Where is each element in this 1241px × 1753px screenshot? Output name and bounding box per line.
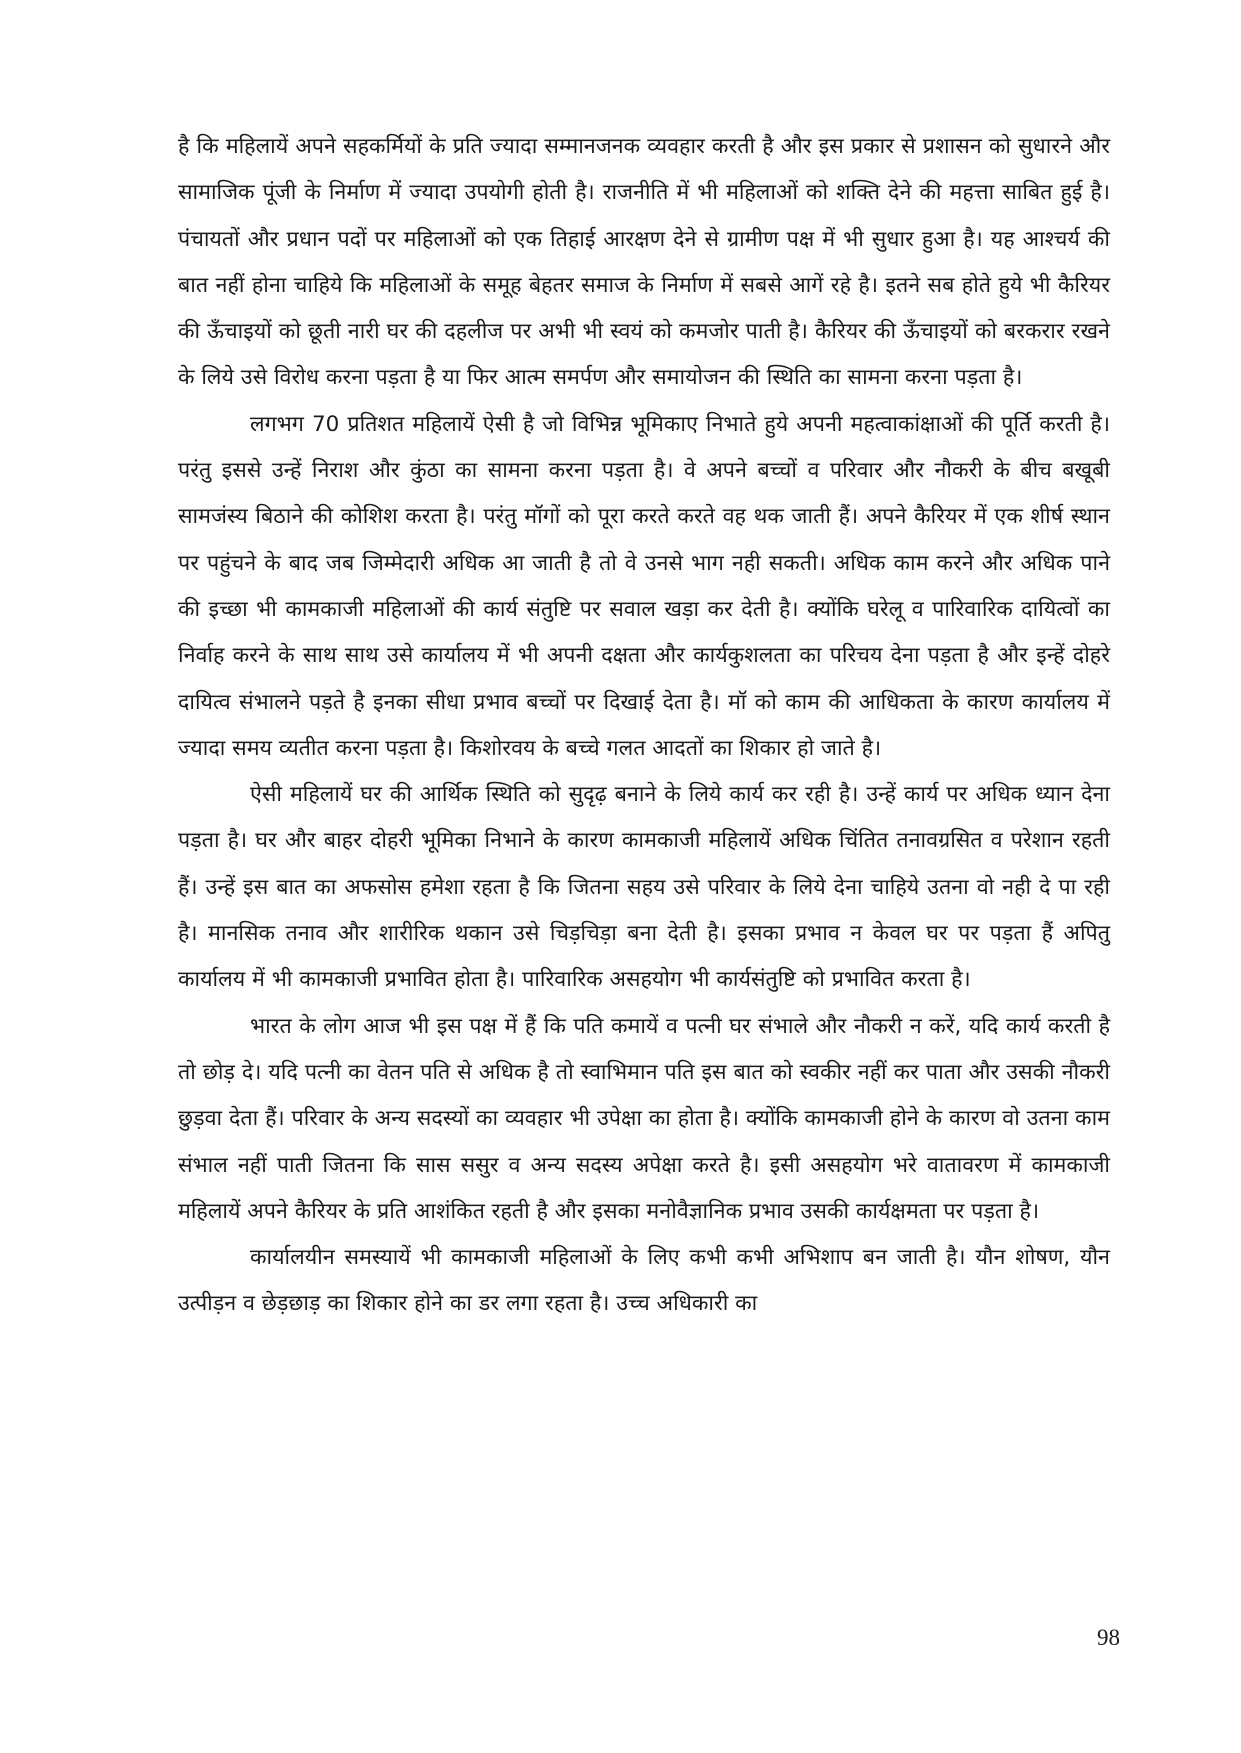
body-text <box>178 124 1110 1328</box>
paragraph-1: है कि महिलायें अपने सहकर्मियों के प्रति ज्यादा सम्मानजनक व्यवहार करती है और इस प्रकार से प्रशासन को सुधारने और सामाजिक पूंजी के निर्माण में ज्यादा उपयोगी होती है। राजनीति में भी महिलाओं को शक्ति देने की महत्ता साबित हुई है। पंचायतों और प्रधान पदों पर महिलाओं को एक तिहाई आरक्षण देने से ग्रामीण पक्ष में भी सुधार हुआ है। यह आश्चर्य की बात नहीं होना चाहिये कि महिलाओं के समूह बेहतर समाज के निर्माण में सबसे आगें रहे है। इतने सब होते हुये भी कैरियर की ऊँचाइयों को छूती नारी घर की दहलीज पर अभी भी स्वयं को कमजोर पाती है। कैरियर की ऊँचाइयों को बरकरार रखने के लिये उसे विरोध करना पड़ता है या फिर आत्म समर्पण और समायोजन की स्थिति का सामना करना पड़ता है। <box>178 134 1110 391</box>
paragraph-2: लगभग 70 प्रतिशत महिलायें ऐसी है जो विभिन्न भूमिकाए निभाते हुये अपनी महत्वाकांक्षाओं की पूर्ति करती है। परंतु इससे उन्हें निराश और कुंठा का सामना करना पड़ता है। वे अपने बच्चों व परिवार और नौकरी के बीच बखूबी सामजंस्य बिठाने की कोशिश करता है। परंतु मॉगों को पूरा करते करते वह थक जाती हैं। अपने कैरियर में एक शीर्ष स्थान पर पहुंचने के बाद जब जिम्मेदारी अधिक आ जाती है तो वे उनसे भाग नही सकती। अधिक काम करने और अधिक पाने की इच्छा भी कामकाजी महिलाओं की कार्य संतुष्टि पर सवाल खड़ा कर देती है। क्योंकि घरेलू व पारिवारिक दायित्वों का निर्वाह करने के साथ साथ उसे कार्यालय में भी अपनी दक्षता और कार्यकुशलता का परिचय देना पड़ता है और इन्हें दोहरे दायित्व संभालने पड़ते है इनका सीधा प्रभाव बच्चों पर दिखाई देता है। मॉ को काम की आधिकता के कारण कार्यालय में ज्यादा समय व्यतीत करना पड़ता है। किशोरवय के बच्चे गलत आदतों का शिकार हो जाते है। <box>178 411 1110 761</box>
paragraph-5: कार्यालयीन समस्यायें भी कामकाजी महिलाओं के लिए कभी कभी अभिशाप बन जाती है। यौन शोषण, यौन उत्पीड़न व छेड़छाड़ का शिकार होने का डर लगा रहता है। उच्च अधिकारी का <box>178 1245 1110 1317</box>
page-number: 98 <box>1097 1625 1120 1650</box>
paragraph-3: ऐसी महिलायें घर की आर्थिक स्थिति को सुदृढ़ बनाने के लिये कार्य कर रही है। उन्हें कार्य पर अधिक ध्यान देना पड़ता है। घर और बाहर दोहरी भूमिका निभाने के कारण कामकाजी महिलायें अधिक चिंतित तनावग्रसित व परेशान रहती हैं। उन्हें इस बात का अफसोस हमेशा रहता है कि जितना सहय उसे परिवार के लिये देना चाहिये उतना वो नही दे पा रही है। मानसिक तनाव और शारीरिक थकान उसे चिड़चिड़ा बना देती है। इसका प्रभाव न केवल घर पर पड़ता हैं अपितु कार्यालय में भी कामकाजी प्रभावित होता है। पारिवारिक असहयोग भी कार्यसंतुष्टि को प्रभावित करता है। <box>178 782 1110 993</box>
paragraph-4: भारत के लोग आज भी इस पक्ष में हैं कि पति कमायें व पत्नी घर संभाले और नौकरी न करें, यदि कार्य करती है तो छोड़ दे। यदि पत्नी का वेतन पति से अधिक है तो स्वाभिमान पति इस बात को स्वकीर नहीं कर पाता और उसकी नौकरी छुड़वा देता हैं। परिवार के अन्य सदस्यों का व्यवहार भी उपेक्षा का होता है। क्योंकि कामकाजी होने के कारण वो उतना काम संभाल नहीं पाती जितना कि सास ससुर व अन्य सदस्य अपेक्षा करते है। इसी असहयोग भरे वातावरण में कामकाजी महिलायें अपने कैरियर के प्रति आशंकित रहती है और इसका मनोवैज्ञानिक प्रभाव उसकी कार्यक्षमता पर पड़ता है। <box>178 1013 1110 1224</box>
